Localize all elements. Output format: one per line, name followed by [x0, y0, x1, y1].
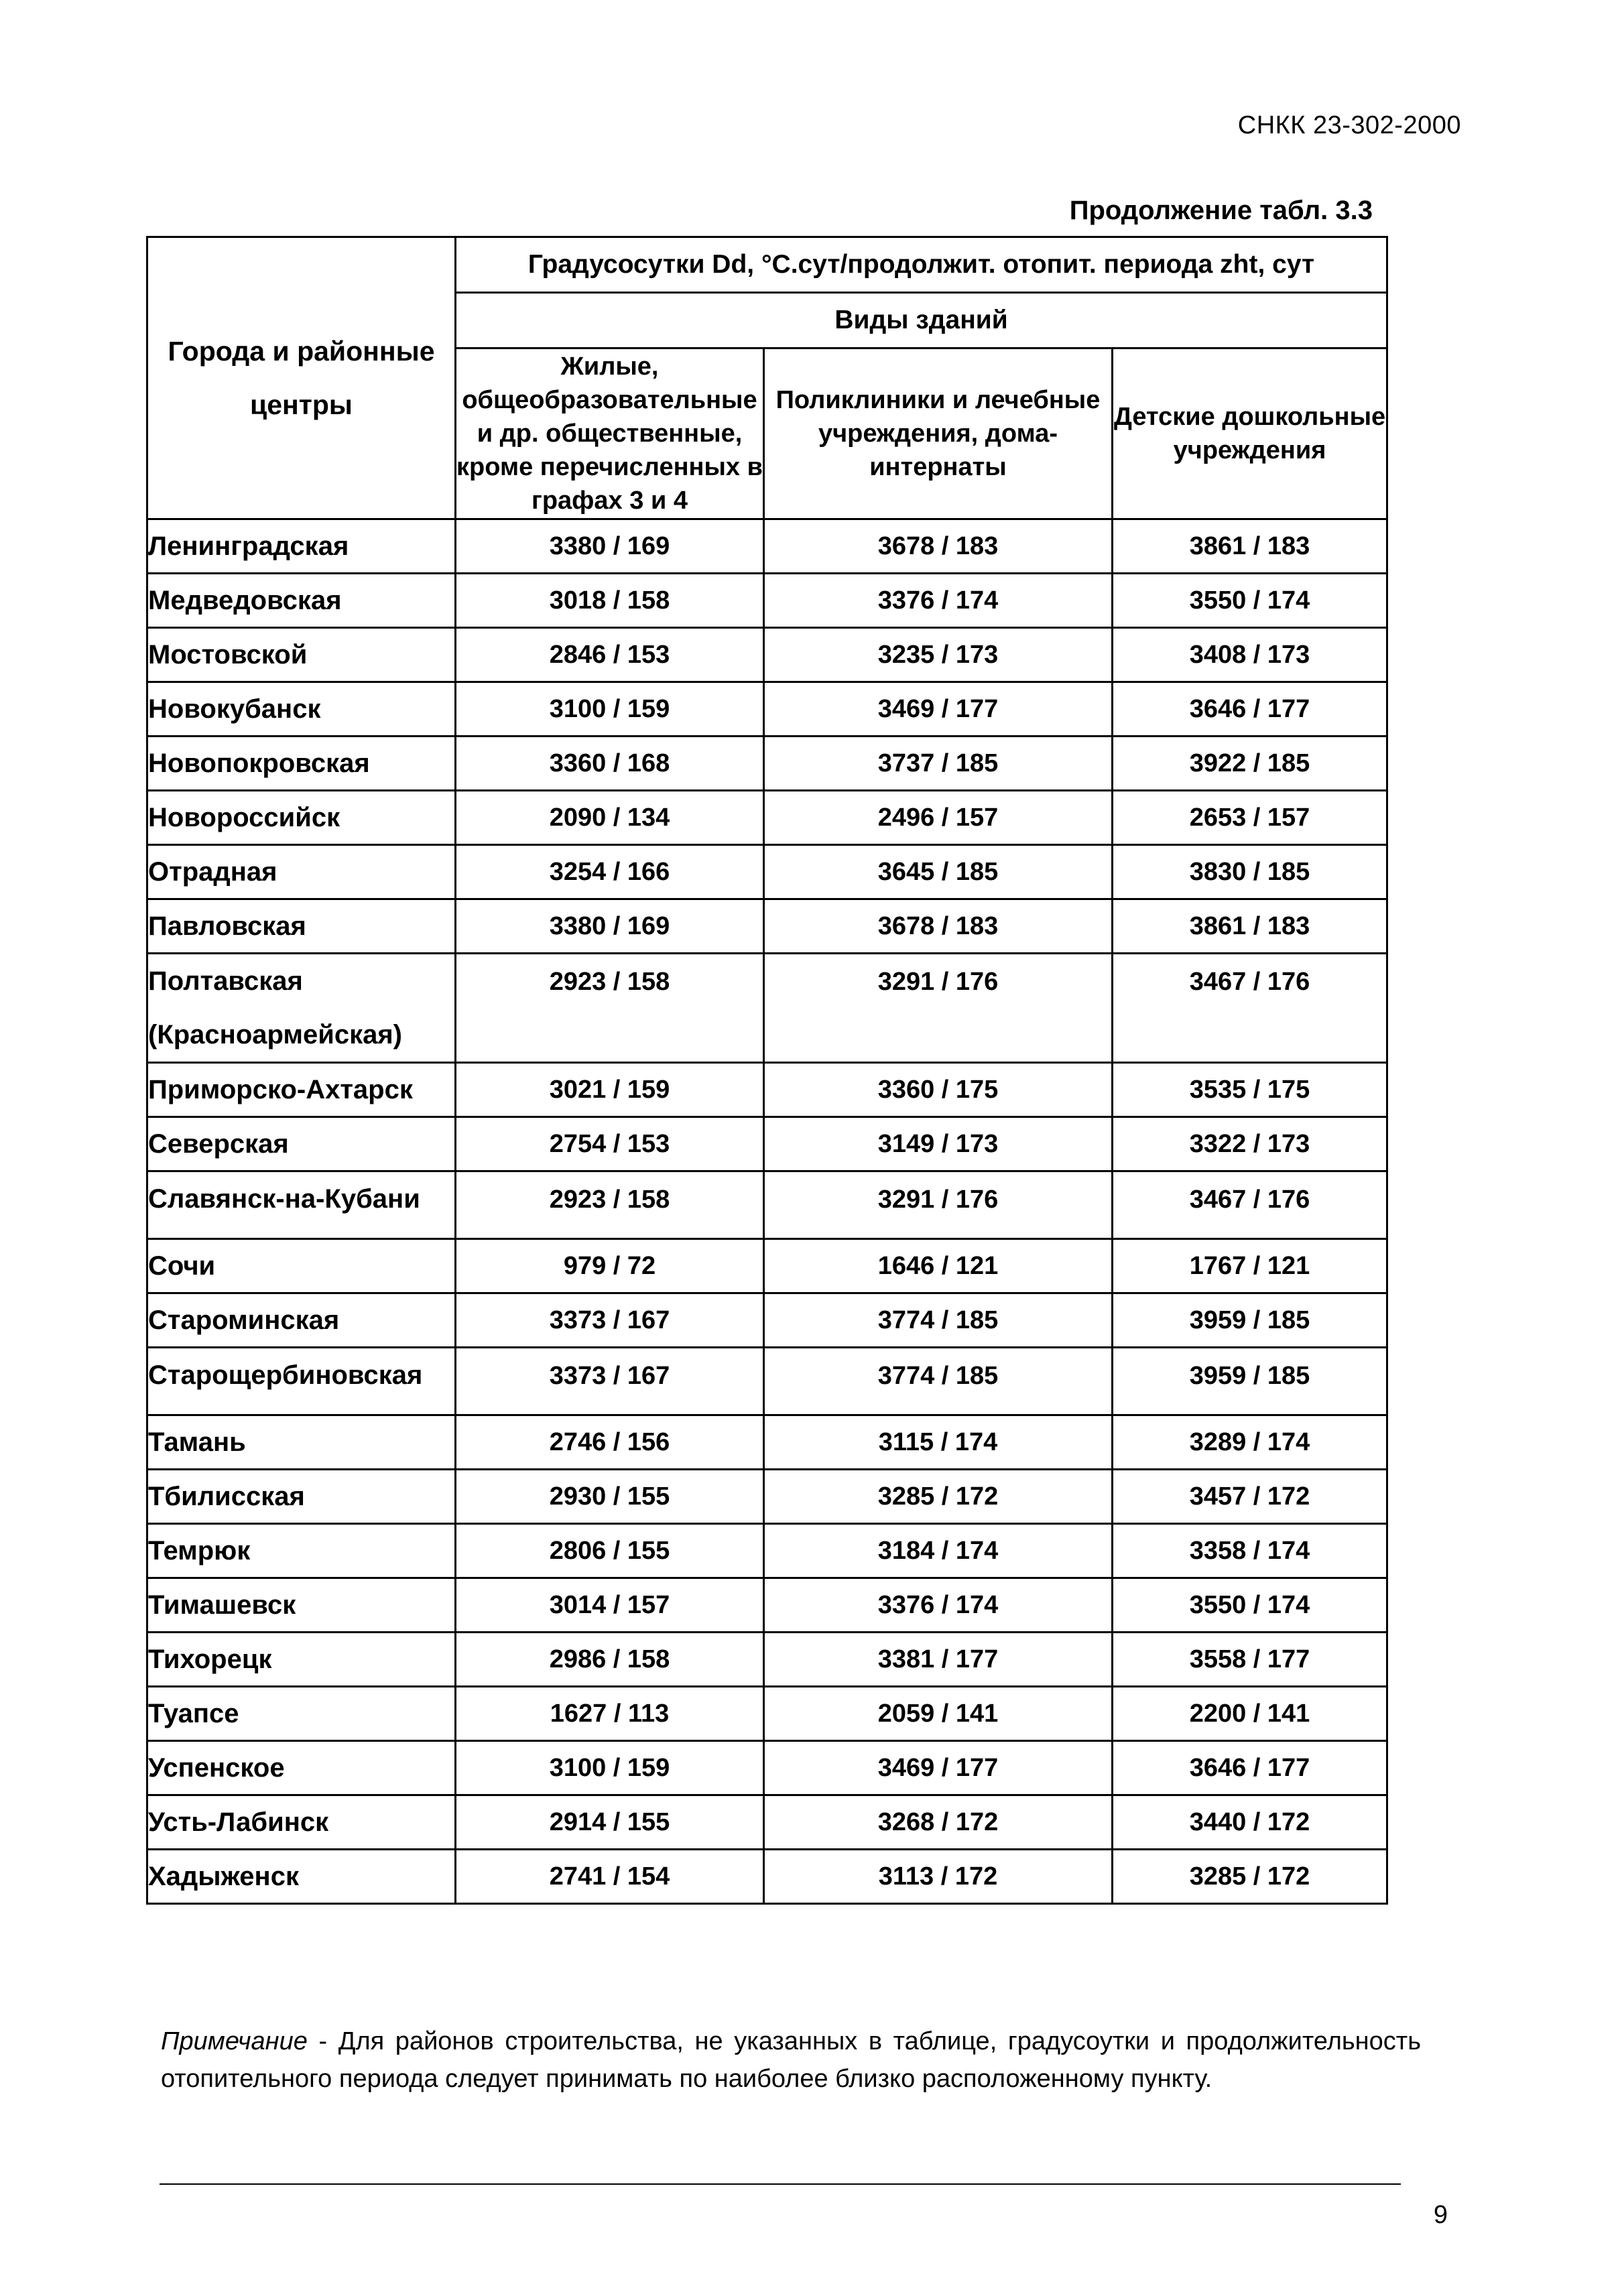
value-residential-cell: 3380 / 169 [456, 899, 764, 954]
city-name-cell: Приморско-Ахтарск [147, 1063, 456, 1117]
city-name-cell: Тимашевск [147, 1578, 456, 1633]
value-preschool-cell: 3922 / 185 [1113, 737, 1387, 791]
value-clinics-cell: 3285 / 172 [764, 1470, 1113, 1524]
table-row [147, 1239, 1387, 1293]
value-preschool-cell: 2653 / 157 [1113, 791, 1387, 845]
value-preschool-cell: 3467 / 176 [1113, 1171, 1387, 1239]
table-row [147, 1741, 1387, 1795]
value-preschool-cell: 3959 / 185 [1113, 1348, 1387, 1415]
header-degree-days: Градусосутки Dd, °С.сут/продолжит. отопит. периода zht, сут [456, 237, 1387, 293]
value-residential-cell: 3380 / 169 [456, 519, 764, 574]
value-residential-cell: 3100 / 159 [456, 682, 764, 737]
value-preschool-cell: 3861 / 183 [1113, 899, 1387, 954]
value-residential-cell: 979 / 72 [456, 1239, 764, 1293]
value-clinics-cell: 3469 / 177 [764, 1741, 1113, 1795]
value-clinics-cell: 3268 / 172 [764, 1795, 1113, 1850]
table-row [147, 1415, 1387, 1470]
city-name-cell: Славянск-на-Кубани [147, 1171, 456, 1239]
value-preschool-cell: 3285 / 172 [1113, 1850, 1387, 1904]
value-preschool-cell: 3959 / 185 [1113, 1293, 1387, 1348]
value-residential-cell: 2806 / 155 [456, 1524, 764, 1578]
table-row [147, 1524, 1387, 1578]
table-row [147, 1117, 1387, 1171]
table-row [147, 574, 1387, 628]
value-preschool-cell: 3558 / 177 [1113, 1633, 1387, 1687]
city-name-cell: Туапсе [147, 1687, 456, 1741]
value-preschool-cell: 2200 / 141 [1113, 1687, 1387, 1741]
city-name-cell: Новороссийск [147, 791, 456, 845]
value-residential-cell: 3254 / 166 [456, 845, 764, 899]
value-clinics-cell: 3376 / 174 [764, 574, 1113, 628]
value-clinics-cell: 3291 / 176 [764, 954, 1113, 1063]
city-name-cell: Павловская [147, 899, 456, 954]
table-row [147, 682, 1387, 737]
value-clinics-cell: 1646 / 121 [764, 1239, 1113, 1293]
city-name-cell: Северская [147, 1117, 456, 1171]
value-preschool-cell: 3457 / 172 [1113, 1470, 1387, 1524]
value-clinics-cell: 3184 / 174 [764, 1524, 1113, 1578]
value-residential-cell: 3021 / 159 [456, 1063, 764, 1117]
value-clinics-cell: 3376 / 174 [764, 1578, 1113, 1633]
value-clinics-cell: 3291 / 176 [764, 1171, 1113, 1239]
value-clinics-cell: 3149 / 173 [764, 1117, 1113, 1171]
note-text: Для районов строительства, не указанных в таблице, градусоутки и продолжительность отопительного периода следует принимать по наиболее близко расположенному пункту. [161, 2027, 1421, 2093]
value-clinics-cell: 3235 / 173 [764, 628, 1113, 682]
value-preschool-cell: 3646 / 177 [1113, 682, 1387, 737]
city-name-cell: Хадыженск [147, 1850, 456, 1904]
value-clinics-cell: 3774 / 185 [764, 1348, 1113, 1415]
value-preschool-cell: 1767 / 121 [1113, 1239, 1387, 1293]
city-name-cell: Новокубанск [147, 682, 456, 737]
value-preschool-cell: 3289 / 174 [1113, 1415, 1387, 1470]
city-name-cell: Тамань [147, 1415, 456, 1470]
value-preschool-cell: 3830 / 185 [1113, 845, 1387, 899]
value-residential-cell: 3014 / 157 [456, 1578, 764, 1633]
city-name-cell: Успенское [147, 1741, 456, 1795]
value-residential-cell: 2754 / 153 [456, 1117, 764, 1171]
table-row [147, 954, 1387, 1063]
value-residential-cell: 1627 / 113 [456, 1687, 764, 1741]
value-preschool-cell: 3440 / 172 [1113, 1795, 1387, 1850]
value-residential-cell: 3373 / 167 [456, 1348, 764, 1415]
value-clinics-cell: 3115 / 174 [764, 1415, 1113, 1470]
value-clinics-cell: 3678 / 183 [764, 899, 1113, 954]
value-clinics-cell: 3360 / 175 [764, 1063, 1113, 1117]
table-row [147, 1063, 1387, 1117]
value-clinics-cell: 2496 / 157 [764, 791, 1113, 845]
city-name-cell: Староминская [147, 1293, 456, 1348]
value-preschool-cell: 3358 / 174 [1113, 1524, 1387, 1578]
table-row [147, 845, 1387, 899]
table-row [147, 519, 1387, 574]
city-name-cell: Усть-Лабинск [147, 1795, 456, 1850]
value-residential-cell: 3360 / 168 [456, 737, 764, 791]
value-residential-cell: 2846 / 153 [456, 628, 764, 682]
city-name-cell: Отрадная [147, 845, 456, 899]
value-preschool-cell: 3861 / 183 [1113, 519, 1387, 574]
value-clinics-cell: 3381 / 177 [764, 1633, 1113, 1687]
city-name-cell: Полтавская (Красноармейская) [147, 954, 456, 1063]
note-label: Примечание [161, 2027, 308, 2055]
table-row [147, 1633, 1387, 1687]
table-row [147, 737, 1387, 791]
heating-degree-days-table [146, 236, 1388, 1905]
value-preschool-cell: 3550 / 174 [1113, 1578, 1387, 1633]
table-continuation-caption: Продолжение табл. 3.3 [1069, 196, 1373, 225]
value-residential-cell: 2914 / 155 [456, 1795, 764, 1850]
value-clinics-cell: 3737 / 185 [764, 737, 1113, 791]
table-row [147, 899, 1387, 954]
value-residential-cell: 2986 / 158 [456, 1633, 764, 1687]
table-row [147, 628, 1387, 682]
value-residential-cell: 2090 / 134 [456, 791, 764, 845]
table-row [147, 1470, 1387, 1524]
header-col-clinics: Поликлиники и лечебные учреждения, дома-интернаты [764, 348, 1113, 519]
value-clinics-cell: 3469 / 177 [764, 682, 1113, 737]
table-row [147, 1171, 1387, 1239]
table-note: Примечание - Для районов строительства, не указанных в таблице, градусоутки и продолжительность отопительного периода следует принимать по наиболее близко расположенному пункту. [161, 2027, 1421, 2093]
city-name-cell: Тбилисская [147, 1470, 456, 1524]
value-residential-cell: 3373 / 167 [456, 1293, 764, 1348]
value-residential-cell: 2746 / 156 [456, 1415, 764, 1470]
value-preschool-cell: 3408 / 173 [1113, 628, 1387, 682]
header-col-residential: Жилые, общеобразовательные и др. общественные, кроме перечисленных в графах 3 и 4 [456, 348, 764, 519]
city-name-cell: Тихорецк [147, 1633, 456, 1687]
table-row [147, 1348, 1387, 1415]
table-row [147, 1795, 1387, 1850]
city-name-cell: Темрюк [147, 1524, 456, 1578]
value-clinics-cell: 3678 / 183 [764, 519, 1113, 574]
city-name-cell: Медведовская [147, 574, 456, 628]
city-name-cell: Сочи [147, 1239, 456, 1293]
footer-divider [160, 2183, 1401, 2185]
table-row [147, 791, 1387, 845]
value-clinics-cell: 3645 / 185 [764, 845, 1113, 899]
value-preschool-cell: 3322 / 173 [1113, 1117, 1387, 1171]
value-clinics-cell: 3774 / 185 [764, 1293, 1113, 1348]
header-building-types: Виды зданий [456, 293, 1387, 348]
value-residential-cell: 3100 / 159 [456, 1741, 764, 1795]
header-col-preschool: Детские дошкольные учреждения [1113, 348, 1387, 519]
city-name-cell: Мостовской [147, 628, 456, 682]
header-cities: Города и районные центры [147, 237, 456, 519]
value-residential-cell: 2930 / 155 [456, 1470, 764, 1524]
value-preschool-cell: 3467 / 176 [1113, 954, 1387, 1063]
table-row [147, 1293, 1387, 1348]
value-preschool-cell: 3535 / 175 [1113, 1063, 1387, 1117]
table-row [147, 1850, 1387, 1904]
page-number: 9 [1433, 2201, 1448, 2229]
table-row [147, 1578, 1387, 1633]
value-clinics-cell: 2059 / 141 [764, 1687, 1113, 1741]
document-code: СНКК 23-302-2000 [1237, 111, 1461, 139]
value-clinics-cell: 3113 / 172 [764, 1850, 1113, 1904]
value-residential-cell: 3018 / 158 [456, 574, 764, 628]
value-residential-cell: 2741 / 154 [456, 1850, 764, 1904]
city-name-cell: Старощербиновская [147, 1348, 456, 1415]
value-residential-cell: 2923 / 158 [456, 954, 764, 1063]
table-row [147, 1687, 1387, 1741]
city-name-cell: Ленинградская [147, 519, 456, 574]
city-name-cell: Новопокровская [147, 737, 456, 791]
value-preschool-cell: 3646 / 177 [1113, 1741, 1387, 1795]
value-residential-cell: 2923 / 158 [456, 1171, 764, 1239]
value-preschool-cell: 3550 / 174 [1113, 574, 1387, 628]
